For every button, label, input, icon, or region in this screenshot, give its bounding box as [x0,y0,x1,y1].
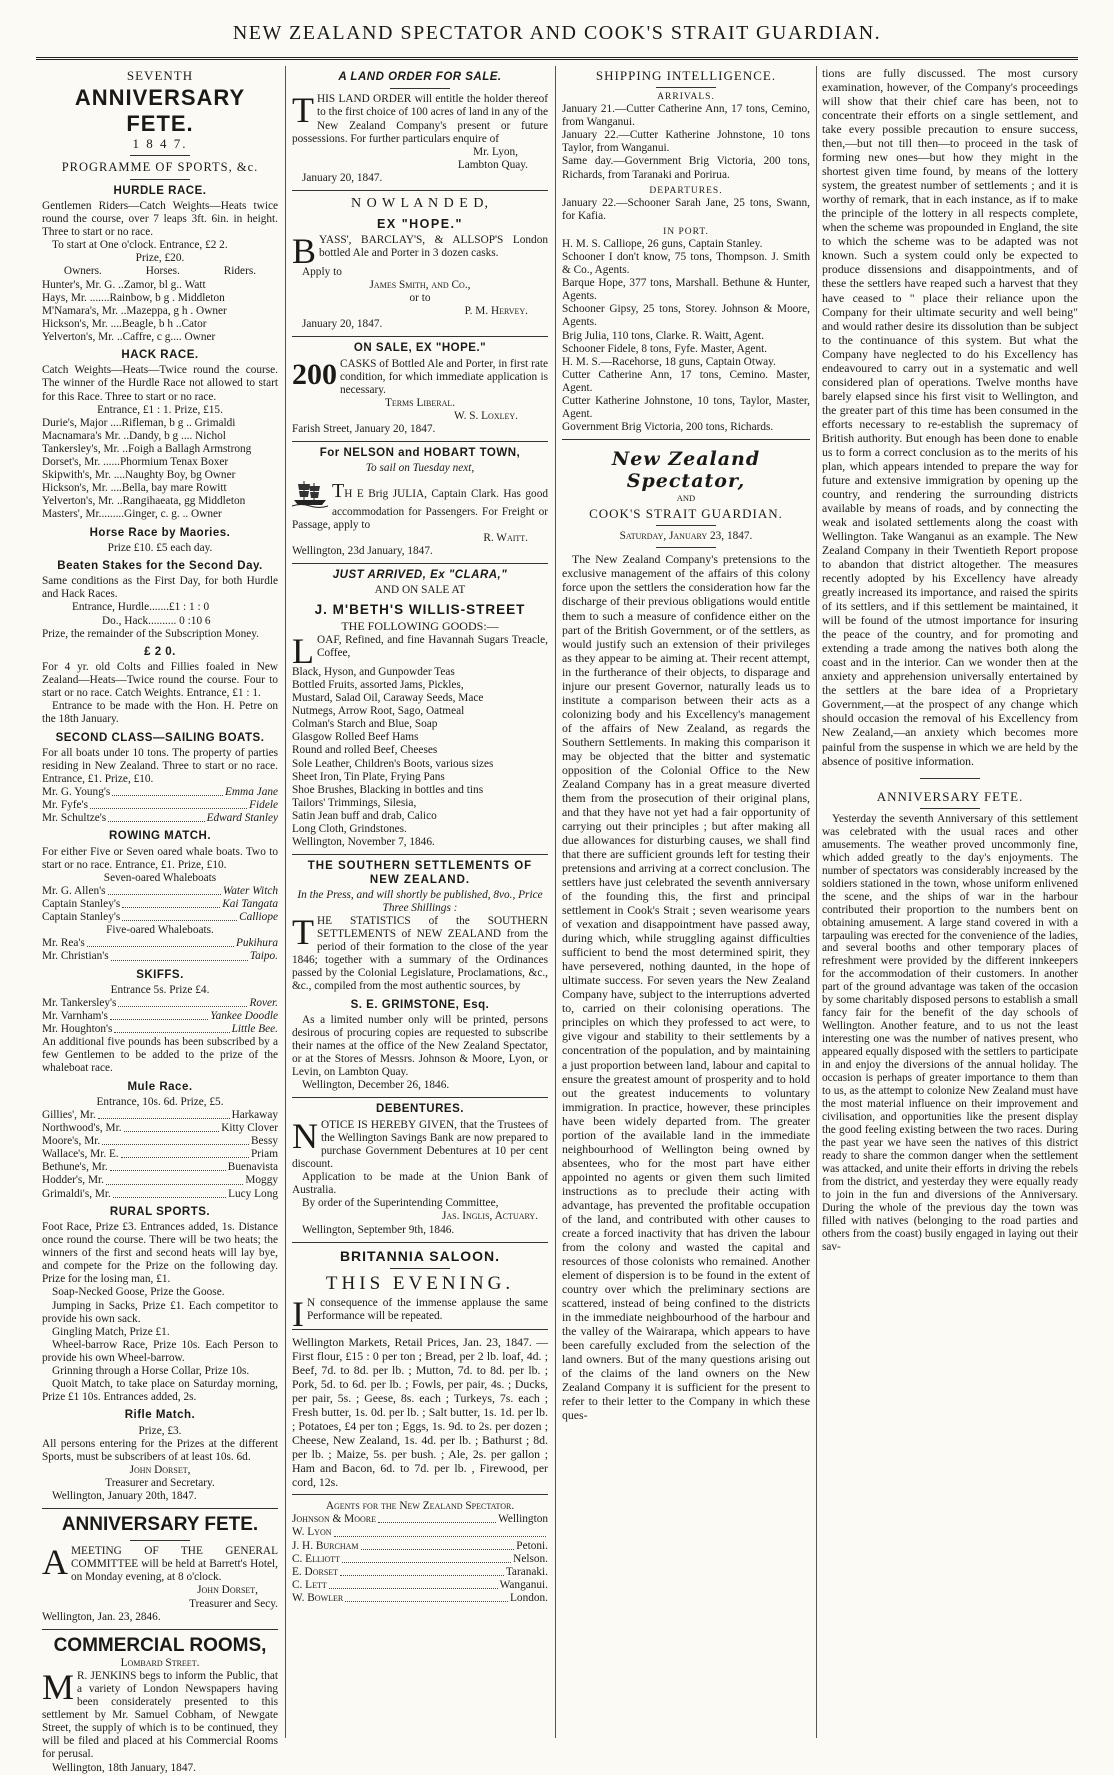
arrived-first: OAF, Refined, and fine Havannah Sugars Treacle, Coffee, [317,633,548,659]
boat-owner: Mr. Rea's [42,937,85,950]
skiff-owner: Mr. Tankersley's [42,997,117,1009]
fete-report-text: Yesterday the seventh Anniversary of this settlement was celebrated with the usual races and other amusements. The weather proved uncommonly fine, which added greatly to the day's enjoyments. The number of spectators was considerably increased by the soldiers stationed in the town, whose uniform enlivened the scene, and the ships of war in the harbour contributed their proportion to the numbers bent on obtaining amusement. A large stand covered in with a tarpauling was erected for the convenience of the ladies, and several booths and other temporary places of refreshment were provided by the different innkeepers for the accommodation of their customers. In another part of the ground advantage was taken of the occasion by some charitably disposed persons to establish a small fancy fair for the benefit of the day schools of Wellington. Another feature, and to us not the least interesting one was the number of natives present, who appeared equally disposed with the settlers to participate in and enjoy the diversions of the annual holiday. The occasion is perhaps of greater importance to them than to us, as the attempt to colonize New Zealand must have the most material influence on their improvement and civilisation, and opportunities like the present display the good feeling existing between the two races. During the past year we have seen the natives of this district ready to share the common danger when the settlement was attacked, and unite their efforts in driving the rebels from the district, and yesterday they were equally ready to join in the fun and diversions of the Anniversary. During the whole of the previous day the town was filled with natives (belonging to the road parties and others from the coast) busily engaged in laying out their sav- [822,812,1078,1254]
twenty-entry: Entrance to be made with the Hon. H. Petre on the 18th January. [42,700,278,726]
mule-owner: Hodder's, Mr. [42,1174,104,1187]
column-3 [562,66,810,1738]
skiff-entry [42,1010,278,1023]
boat-owner: Captain Stanley's [42,911,121,924]
boat-name: Calliope [239,911,278,924]
divider [920,808,980,809]
rural-item: Gingling Match, Prize £1. [52,1325,170,1338]
fete2-signature-title: Treasurer and Secy. [189,1597,278,1610]
leader-dots [340,1566,504,1576]
departure-entry: January 22.—Schooner Sarah Jane, 25 tons, Swann, for Kafia. [562,196,810,222]
leader-dots [113,1188,226,1198]
drop-cap: I [292,1293,304,1334]
boat-name: Taipo. [249,950,278,963]
agent-entry [292,1553,548,1566]
debentures-heading: DEBENTURES. [376,1103,464,1116]
leader-dots [112,786,223,796]
divider [292,854,548,855]
leader-dots [378,1513,496,1523]
drop-cap: T [292,90,314,131]
mule-name: Buenavista [227,1161,278,1174]
programme-heading: PROGRAMME OF SPORTS, &c. [61,160,259,175]
col-riders: Riders. [223,265,257,278]
onsale-date: Farish Street, January 20, 1847. [292,422,436,435]
land-heading: A LAND ORDER FOR SALE. [338,71,502,83]
hurdle-prize: Prize, £20. [135,252,185,265]
rural-item: Grinning through a Horse Collar, Prize 10s. [52,1365,250,1377]
goods-item: Tailors' Trimmings, Silesia, [292,796,417,809]
rural-item: Soap-Necked Goose, Prize the Goose. [52,1286,225,1299]
divider [292,1097,548,1098]
agent-name: W. Lyon [292,1526,332,1539]
debentures-text-3: By order of the Superintending Committee, [302,1197,499,1210]
markets-text: Wellington Markets, Retail Prices, Jan. 23, 1847. — First flour, £15 : 0 per ton ; Bread, per 2 lb. loaf, 4d. ; Beef, 7d. to 8d. per lb. ; Mutton, 7d. to 8d. per lb. ; Pork, 5d. to 6d. per lb. ; Fowls, per pair, 4s. ; Ducks, per pair, 5s. ; Geese, 8s. each ; Turkeys, 7s. each ; Fresh butter, 1s. 0d. per lb. ; Salt butter, 1s. 1d. per lb. ; Potatoes, £4 per ton ; Eggs, 1s. 9d. to 2s. per dozen ; Cheese, New Zealand, 1s. 4d. per lb. ; Bathurst ; 8d. per lb. ; Maize, 5s. per bush. ; Ale, 2s. per gallon ; Ham and Bacon, 6d. to 7d. per lb. , Firewood, per cord, 12s. [292,1334,548,1490]
drop-cap: B [292,230,317,271]
boat-entry [42,799,278,812]
mule-name: Bessy [251,1135,278,1148]
agent-place: Petoni. [516,1539,548,1552]
inport-entry: Schooner Gipsy, 25 tons, Storey. Johnson & Moore, Agents. [562,303,810,329]
nelson-heading: For NELSON and HOBART TOWN, [319,447,521,460]
rural-item: Quoit Match, to take place on Saturday morning, Prize £1 10s. Entrances added, 2s. [42,1378,278,1404]
mule-owner: Gillies', Mr. [42,1108,96,1121]
leader-dots [110,1161,226,1171]
skiff-name: Rover. [249,997,278,1009]
southern-text: HE STATISTICS of the SOUTHERN SETTLEMENTS of NEW ZEALAND from the period of their formation to the close of the year 1846; together with a summary of the Ordinances passed by the Colonial Legislature, Proclamations, &c., &c., compiled from the most authentic sources, by [292,915,548,993]
beaten-entrance-2: Do., Hack.......... 0 :10 6 [102,614,211,627]
land-signature-2: Lambton Quay. [457,158,528,171]
boat-entry [42,885,278,898]
column-divider [285,66,286,1738]
commercial-subtitle: Lombard Street. [120,1656,200,1669]
byass-signature: James Smith, and Co., [369,278,471,291]
debentures-signature: Jas. Inglis, Actuary. [441,1210,538,1223]
agent-name: E. Dorset [292,1565,339,1578]
hack-heading: HACK RACE. [121,349,199,362]
inport-entry: H. M. S.—Racehorse, 18 guns, Captain Otway. [562,355,776,368]
hurdle-entry: Hunter's, Mr. G. ..Zamor, bl g.. Watt [42,278,206,291]
beaten-entrance-1: Entrance, Hurdle.......£1 : 1 : 0 [72,601,210,614]
mule-owner: Northwood's, Mr. [42,1122,122,1135]
saloon-evening: THIS EVENING. [325,1272,515,1294]
mule-owner: Wallace's, Mr. E. [42,1148,119,1161]
goods-item: Nutmegs, Arrow Root, Sago, Oatmeal [292,705,465,718]
onsale-terms: Terms Liberal. [384,396,456,409]
rifle-prize: Prize, £3. [138,1424,182,1437]
boat-entry [42,786,278,799]
leader-dots [122,911,237,921]
leader-dots [334,1526,546,1536]
land-signature: Mr. Lyon, [473,145,518,158]
skiff-entry [42,1023,278,1036]
southern-author: S. E. GRIMSTONE, Esq. [350,998,490,1011]
goods-item: Bottled Fruits, assorted Jams, Pickles, [292,678,464,691]
masthead: NEW ZEALAND SPECTATOR AND COOK'S STRAIT GUARDIAN. [232,22,882,44]
rural-heading: RURAL SPORTS. [109,1205,211,1218]
mule-entry [42,1188,278,1201]
arrived-heading: JUST ARRIVED, Ex "CLARA," [332,568,508,581]
inport-entry: Government Brig Victoria, 200 tons, Richards. [562,421,774,434]
drop-cap: N [292,1115,318,1156]
southern-text-2: As a limited number only will be printed, persons desirous of procuring copies are requested to subscribe their names at the office of the New Zealand Spectator, or at the Stores of Messrs. Johnson & Moore, Lyon, or Levin, on Lambton Quay. [292,1013,548,1079]
divider [292,1242,548,1243]
inport-entry: Schooner I don't know, 75 tons, Thompson. J. Smith & Co., Agents. [562,250,810,277]
paper-and: AND [676,493,696,504]
debentures-text-2: Application to be made at the Union Bank of Australia. [292,1171,548,1197]
column-divider [555,66,556,1738]
skiffs-note: An additional five pounds has been subscribed by a few Gentlemen to be added to the prize of the whaleboat race. [42,1036,278,1075]
hack-entry: Durie's, Major ....Rifleman, b g .. Grimaldi [42,416,236,429]
leader-dots [118,997,247,1007]
goods-item: Glasgow Rolled Beef Hams [292,731,419,744]
maories-heading: Horse Race by Maories. [89,526,231,539]
mule-name: Lucy Long [228,1187,278,1200]
agent-name: C. Elliott [292,1552,341,1565]
maories-prize: Prize £10. £5 each day. [107,541,213,554]
goods-item: Mustard, Salad Oil, Caraway Seeds, Mace [292,692,484,705]
inport-entry: Cutter Katherine Johnstone, 10 tons, Taylor, Master, Agent. [562,395,810,421]
leader-dots [345,1592,508,1602]
boat-owner: Mr. Schultze's [42,812,107,825]
boat-owner: Mr. Christian's [42,950,109,963]
saloon-text: N consequence of the immense applause the same Performance will be repeated. [307,1296,548,1322]
masthead-rule [36,57,1078,60]
fete-report-heading: ANNIVERSARY FETE. [876,788,1024,804]
mule-entry [42,1122,278,1135]
divider [390,88,450,89]
divider [42,1629,278,1630]
inport-entry: Cutter Catherine Ann, 17 tons, Cemino. Master, Agent. [562,368,810,394]
debentures-text: OTICE IS HEREBY GIVEN, that the Trustees of the Wellington Savings Bank are now prepared to purchase Government Debentures at 10 per cent discount. [292,1118,548,1171]
leader-dots [87,937,234,947]
debentures-date: Wellington, September 9th, 1846. [302,1223,455,1236]
beaten-prize: Prize, the remainder of the Subscription Money. [42,627,259,640]
byass-apply: Apply to [302,265,342,278]
arrivals-heading: ARRIVALS. [657,92,715,103]
ex-hope: EX "HOPE." [377,217,463,232]
boat-entry [42,898,278,911]
boat-name: Kai Tangata [222,898,278,911]
col-owners: Owners. [63,265,102,278]
agent-entry [292,1579,548,1592]
commercial-text: R. JENKINS begs to inform the Public, that a variety of London Newspapers having been considerately presented to this settlement by Mr. Samuel Cobham, of Newgate Street, the supply of which is to be continued, they will be filed and placed at his Commercial Rooms for perusal. [42,1669,278,1761]
hurdle-columns [42,265,278,278]
rural-text: Foot Race, Prize £3. Entrances added, 1s. Distance once round the course. There will be two heats; the winners of the first and second heats will lay bye, and compete for the Prize on the following day. Prize for the losing man, £1. [42,1220,278,1286]
drop-cap: A [42,1542,68,1583]
sailing-heading: SECOND CLASS—SAILING BOATS. [55,731,265,744]
boat-entry [42,937,278,950]
divider [656,87,716,88]
signature-name: John Dorset, [129,1463,191,1476]
land-text: HIS LAND ORDER will entitle the holder thereof to the first choice of 100 acres of land in any of the New Zealand Company's present or future possessions. For further particulars enquire of [292,93,548,145]
mule-entry [42,1148,278,1161]
fete2-date: Wellington, Jan. 23, 2846. [42,1610,161,1623]
skiff-name: Little Bee. [231,1023,278,1036]
agent-name: Johnson & Moore [292,1513,376,1526]
land-date: January 20, 1847. [302,171,383,184]
boat-name: Emma Jane [224,786,278,799]
fete2-signature: John Dorset, [197,1584,258,1597]
leader-dots [342,1553,511,1563]
agent-place: Wellington [498,1513,548,1526]
leader-dots [121,1148,249,1158]
agent-place: London. [510,1591,548,1604]
shipping-heading: SHIPPING INTELLIGENCE. [595,68,777,83]
divider [562,439,810,440]
paper-date: Saturday, January 23, 1847. [619,530,753,543]
beaten-heading: Beaten Stakes for the Second Day. [57,559,263,572]
boat-owner: Mr. G. Allen's [42,885,106,898]
agent-entry [292,1513,548,1526]
paper-subtitle: COOK'S STRAIT GUARDIAN. [589,506,783,522]
inport-entry: Schooner Fidele, 8 tons, Fyfe. Master, Agent. [562,342,768,355]
hack-entry: Tankersley's, Mr. ..Foigh a Ballagh Armstrong [42,442,252,455]
editorial-text: The New Zealand Company's pretensions to the exclusive management of the affairs of this colony force upon the settlers the consideration how far the discharge of their previous obligations would entitle them to such a measure of confidence either on the part of the British Government, or of the settlers, as would justify such an extension of their privileges as they appear to be aiming at. Their recent attempt, in the furtherance of their objects, to disparage and injure our present Governor, naturally leads us to institute a comparison between their acts as a colonizing body and his Excellency's management of the affairs of New Zealand, as regards the Southern Settlements. In making this comparison it may be objected that the bitter and systematic opposition of the Colonial Office to the New Zealand Company has in a great measure diverted them from the prosecution of their original plans, and that they have not yet had a fair opportunity of carrying out their principles ; but after making all due allowances for disturbing causes, we shall find that there are sufficient grounds left for testing their pretensions and arriving at a correct conclusion. The settlers have just celebrated the seventh anniversary of the founding this, the first and principal settlement in Cook's Strait ; seven wearisome years of vexation and disappointment have passed away, during which, while struggling against difficulties sufficient to bend the most determined spirit, they have persevered, nothing daunted, in the hope of ultimate success. For seven years the New Zealand Company have, subject to the interruptions adverted to, carried on their colonising operations. The principles on which they professed to act were, to give vigour and stability to their settlements by a concentration of the population, and by maintaining a just proportion between land, labour and capital to ensure the greatest amount of prosperity and to hold out the greatest inducements to voluntary immigration. In practice, however, these principles have been widely departed from. The greater portion of the available land in the immediate neighbourhood of Wellington being owned by absentees, who for the most part have either appointed no agents or given them such limited instructions as to preclude their acting with advantage, has prevented the profitable occupation of the land, and contributed with other causes to create a forced inactivity that has driven the labour from the colony and wasted the capital and resources of those colonists who remained. Another element of dispersion is to be found in the extent of country over which the preliminary sections are scattered, instead of being confined to the districts in the immediate neighbourhood of the harbour and the valley of the Wairarapa, which appears to have been carefully excluded from the selection of the land owners. But of the many questions arising out of the claims of the land owners on the New Zealand Company it is sufficient for the present to refer to their letter to the Company in which these ques- [562,552,810,1423]
inport-entry: H. M. S. Calliope, 26 guns, Captain Stanley. [562,237,763,250]
agent-place: Taranaki. [505,1565,548,1578]
inport-heading: IN PORT. [663,226,709,237]
editorial-continued: tions are fully discussed. The most cursory examination, however, of the Company's proceedings will show that their chief care has been, not to concentrate their efforts on a single settlement, and take every possible precaution to ensure success, then,—but not till then—to proceed in the task of forming new ones—but how they might in the shortest given time found, by means of the lottery system, the greatest number of settlements ; and it is worthy of remark, that in each instance, as if to make the principle of the lottery in all respects complete, when the scheme was propounded in England, the site to which the scheme was to be adapted was not known. Such a system could only be expected to produce dissensions and disappointments, and of these the settlers have reaped such a harvest that they have ceased to " place their reliance upon the Company for their ultimate security and well being" and would rather desire its dissolution than be subject to the continuance of this system. But what the Company have neglected to do his Excellency has endeavoured to carry out in a systematic and well considered plan of operations. Twelve months have barely elapsed since his first visit to Wellington, and the greater part of this time has been consumed in the efforts necessary to re-establish the supremacy of British authority. But enough has been done to enable us to form a correct conclusion as to the merits of his plan, which appears intended to prepare the way for future and extensive immigration by opening up the country, and rendering the surrounding districts available by means of roads, and by connecting the weak and isolated settlements along the coast with Wellington. Take Wanganui as an example. The New Zealand Company in their Twentieth Report propose to abandon that district altogether. The measures recently adopted by his Excellency have already greatly increased its importance, and raised the spirits of its settlers, and if this settlement be maintained, it will be found of the utmost importance for insuring the peace of the country, and for promoting and extending a trade among the natives both along the coast and in the interior. Can we wonder then at the anxiety and apprehension universally entertained by the settlers at the bare idea of a Proprietary Government,—at the prospect of any change which should occasion the removal of his Excellency from New Zealand,—an anxiety which becomes more painful from the suspense in which we are held by the absence of positive information. [822,66,1078,768]
boat-owner: Mr. Fyfe's [42,799,88,812]
skiffs-prize: Entrance 5s. Prize £4. [110,983,210,996]
boat-owner: Mr. G. Young's [42,786,111,799]
arrival-entry: January 21.—Cutter Catherine Ann, 17 tons, Cemino, from Wanganui. [562,103,810,129]
departures-heading: DEPARTURES. [649,185,723,196]
column-2 [292,66,548,1738]
boat-name: Water Witch [222,885,278,898]
column-4 [822,66,1078,1738]
agent-entry [292,1566,548,1579]
leader-dots [122,898,220,908]
arrived-date: Wellington, November 7, 1846. [292,836,435,849]
arrival-entry: Same day.—Government Brig Victoria, 200 tons, Richards, from Taranaki and Porirua. [562,155,810,181]
rifle-heading: Rifle Match. [124,1409,196,1422]
agent-place: Wanganui. [499,1578,548,1591]
mule-owner: Grimaldi's, Mr. [42,1187,111,1200]
mule-entry [42,1174,278,1187]
divider [292,1494,548,1495]
hack-entrance: Entrance, £1 : 1. Prize, £15. [97,403,223,416]
agent-entry [292,1592,548,1605]
ship-icon [292,478,328,508]
leader-dots [108,885,221,895]
hurdle-heading: HURDLE RACE. [113,184,207,197]
divider [656,547,716,548]
agent-name: J. H. Burcham [292,1539,359,1552]
boat-entry [42,950,278,963]
skiff-entry [42,997,278,1010]
nelson-signature: R. Waitt. [483,531,528,544]
goods-item: Satin Jean buff and drab, Calico [292,809,437,822]
onsale-number: 200 [292,357,337,391]
saloon-heading: BRITANNIA SALOON. [339,1247,501,1264]
byass-text: YASS', BARCLAY'S, & ALLSOP'S London bottled Ale and Porter in 3 dozen casks. [319,233,548,259]
twenty-text: For 4 yr. old Colts and Fillies foaled in New Zealand—Heats—Twice round the course. Four to start or no race. Catch Weights. Entrance, £1 : 1. [42,661,278,700]
fete-title: ANNIVERSARY FETE. [74,85,246,136]
divider [656,525,716,526]
southern-heading: THE SOUTHERN SETTLEMENTS OF NEW ZEALAND. [307,860,533,886]
boat-owner: Captain Stanley's [42,898,121,911]
byass-signature-2: P. M. Hervey. [464,305,528,317]
rural-item: Wheel-barrow Race, Prize 10s. Each Person to provide his own Wheel-barrow. [42,1338,278,1364]
nelson-text: H E Brig JULIA, Captain Clark. Has good accommodation for Passengers. For Freight or Passage, apply to [292,487,548,531]
now-landed: N O W L A N D E D, [351,195,489,211]
drop-cap: L [292,630,314,671]
five-oared-label: Five-oared Whaleboats. [106,924,214,937]
hack-entry: Skipwith's, Mr. ....Naughty Boy, bg Owner [42,469,236,482]
commercial-title: COMMERCIAL ROOMS, [53,1634,267,1656]
leader-dots [90,799,247,809]
leader-dots [114,1023,229,1033]
goods-item: Sheet Iron, Tin Plate, Frying Pans [292,770,445,783]
fete2-text: MEETING OF THE GENERAL COMMITTEE will be held at Barrett's Hotel, on Monday evening, at 8 o'clock. [71,1545,278,1584]
mule-prize: Entrance, 10s. 6d. Prize, £5. [96,1095,224,1108]
inport-entry: Brig Julia, 110 tons, Clarke. R. Waitt, Agent. [562,329,765,342]
nelson-date: Wellington, 23d January, 1847. [292,544,433,557]
divider [130,179,190,180]
boat-name: Edward Stanley [206,812,278,825]
seventh-label: SEVENTH [126,68,194,83]
divider [292,1329,548,1330]
hack-entry: Hickson's, Mr. ....Bella, bay mare Rowitt [42,482,227,495]
hurdle-entry: Hays, Mr. .......Rainbow, b g . Middleton [42,291,225,304]
onsale-signature: W. S. Loxley. [453,409,518,422]
goods-item: Sole Leather, Children's Boots, various sizes [292,757,494,770]
inport-entry: Barque Hope, 377 tons, Marshall. Bethune & Hunter, Agents. [562,277,810,303]
boat-entry [42,911,278,924]
hurdle-entry: Hickson's, Mr. ....Beagle, b h ..Cator [42,317,207,330]
divider [292,441,548,442]
twenty-heading: £ 2 0. [144,645,176,658]
hack-entry: Macnamara's Mr. ..Dandy, b g .... Nichol [42,429,226,442]
boat-name: Fidele [249,799,278,812]
leader-dots [106,1174,243,1184]
drop-cap: T [292,912,314,953]
skiff-owner: Mr. Houghton's [42,1023,113,1036]
hack-entry: Dorset's, Mr. ......Phormium Tenax Boxer [42,456,229,469]
column-divider [816,66,817,1738]
col-horses: Horses. [145,265,180,278]
goods-item: Shoe Brushes, Blacking in bottles and tins [292,783,484,796]
nelson-subheading: To sail on Tuesday next, [365,462,475,475]
hack-entry: Yelverton's, Mr. ..Rangihaeata, gg Middleton [42,495,246,508]
divider [920,778,980,779]
leader-dots [110,1010,208,1020]
agents-heading: Agents for the New Zealand Spectator. [325,1500,515,1513]
divider [130,155,190,156]
arrived-goods: THE FOLLOWING GOODS:— [341,618,499,633]
mule-heading: Mule Race. [127,1080,193,1093]
southern-date: Wellington, December 26, 1846. [302,1079,450,1092]
agent-place: Nelson. [513,1552,548,1565]
divider [292,190,548,191]
leader-dots [102,1135,249,1145]
skiff-owner: Mr. Varnham's [42,1010,108,1023]
goods-item: Colman's Starch and Blue, Soap [292,718,438,731]
rural-item: Jumping in Sacks, Prize £1. Each competitor to provide his own sack. [42,1299,278,1325]
drop-cap: M [42,1666,75,1707]
drop-cap: T [332,479,345,502]
agent-entry [292,1540,548,1553]
skiff-name: Yankee Doodle [210,1010,278,1023]
agent-name: W. Bowler [292,1591,344,1604]
hurdle-entry: Yelverton's, Mr. ..Caffre, c g.... Owner [42,330,216,343]
leader-dots [98,1109,230,1119]
divider [292,336,548,337]
divider [42,1508,278,1509]
commercial-date: Wellington, 18th January, 1847. [52,1761,196,1774]
agent-name: C. Lett [292,1578,327,1591]
onsale-heading: ON SALE, EX "HOPE." [353,342,487,355]
mule-name: Harkaway [231,1108,278,1121]
mule-name: Kitty Clover [221,1122,278,1135]
rowing-text: For either Five or Seven oared whale boats. Two to start or no race. Entrance, £1. Prize, £10. [42,845,278,871]
agent-entry [292,1526,548,1539]
skiffs-heading: SKIFFS. [136,968,184,981]
leader-dots [108,812,204,822]
signature-title: Treasurer and Secretary. [105,1476,215,1489]
divider [390,1268,450,1269]
column-1 [42,66,278,1774]
hurdle-start: To start at One o'clock. Entrance, £2 2. [52,239,228,252]
leader-dots [361,1540,515,1550]
mule-name: Priam [251,1148,278,1161]
divider [292,563,548,564]
rowing-heading: ROWING MATCH. [108,830,212,843]
fete2-title: ANNIVERSARY FETE. [61,1514,259,1536]
mule-entry [42,1109,278,1122]
leader-dots [111,950,248,960]
arrival-entry: January 22.—Cutter Katherine Johnstone, 10 tons Taylor, from Wanganui. [562,129,810,155]
rifle-text: All persons entering for the Prizes at the different Sports, must be subscribers of at least 10s. 6d. [42,1437,278,1463]
mule-entry [42,1161,278,1174]
mule-name: Moggy [245,1174,278,1187]
mule-owner: Moore's, Mr. [42,1135,101,1148]
mule-entry [42,1135,278,1148]
mule-owner: Bethune's, Mr. [42,1161,108,1174]
sailing-text: For all boats under 10 tons. The property of parties residing in New Zealand. Three to start or no race. Entrance, £1. Prize, £10. [42,746,278,786]
fete-year: 1 8 4 7. [132,136,188,152]
arrived-shop: J. M'BETH'S WILLIS-STREET [314,602,526,618]
arrived-sub: AND ON SALE AT [374,584,466,597]
southern-press: In the Press, and will shortly be published, 8vo., Price Three Shillings : [297,888,543,914]
paper-title: New Zealand Spectator, [611,448,761,493]
leader-dots [124,1122,220,1132]
seven-oared-label: Seven-oared Whaleboats [103,871,217,884]
hurdle-text: Gentlemen Riders—Catch Weights—Heats twice round the course, over 7 leaps 3ft. 6in. in height. Three to start or no race. [42,200,278,239]
leader-dots [329,1579,498,1589]
onsale-text: CASKS of Bottled Ale and Porter, in first rate condition, for which immediate application is necessary. [340,357,548,396]
divider [130,1540,190,1541]
beaten-text: Same conditions as the First Day, for both Hurdle and Hack Races. [42,575,278,601]
signature-date: Wellington, January 20th, 1847. [52,1490,197,1503]
byass-date: January 20, 1847. [302,318,383,331]
hack-entry: Masters', Mr.........Ginger, c. g. .. Owner [42,508,222,521]
goods-item: Black, Hyson, and Gunpowder Teas [292,665,455,678]
goods-item: Round and rolled Beef, Cheeses [292,744,438,757]
goods-item: Long Cloth, Grindstones. [292,822,407,835]
hurdle-entry: M'Namara's, Mr. ..Mazeppa, g h . Owner [42,304,227,317]
byass-or: or to [409,291,431,304]
hack-text: Catch Weights—Heats—Twice round the course. The winner of the Hurdle Race not allowed to start for this Race. Three to start or no race. [42,364,278,403]
boat-entry [42,812,278,825]
boat-name: Pukihura [235,937,278,950]
